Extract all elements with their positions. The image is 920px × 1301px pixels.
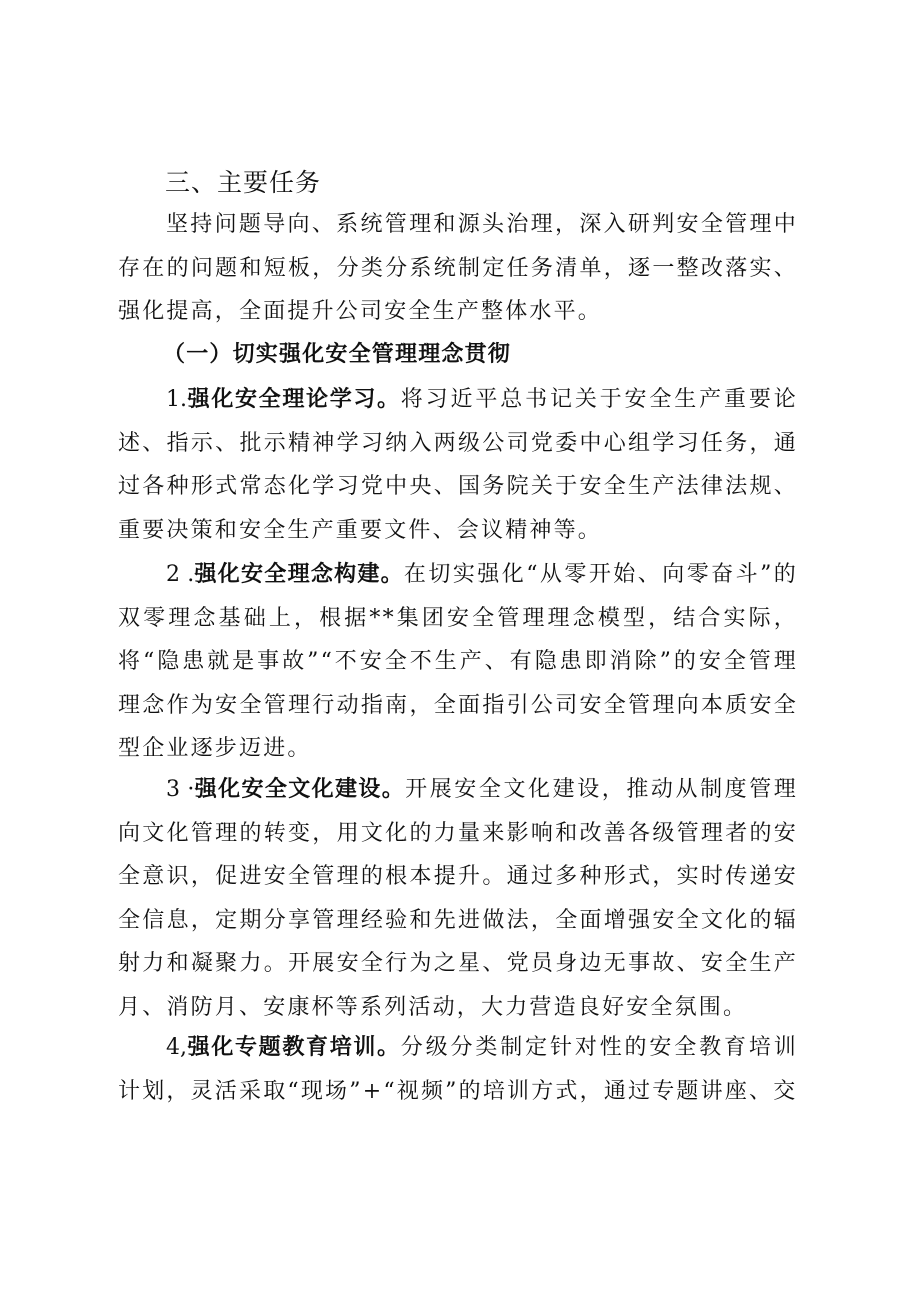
item-1-paragraph xyxy=(118,378,798,552)
item-3-title: 强化安全文化建设。 xyxy=(194,777,406,802)
item-1-body: 将习近平总书记关于安全生产重要论述、指示、批示精神学习纳入两级公司党委中心组学习任务，通过各种形式常态化学习党中央、国务院关于安全生产法律法规、重要决策和安全生产重要文件、会议精神等。 xyxy=(118,387,798,543)
item-4-number: 4, xyxy=(166,1035,187,1060)
item-3-body: 开展安全文化建设，推动从制度管理向文化管理的转变，用文化的力量来影响和改善各级管理者的安全意识，促进安全管理的根本提升。通过多种形式，实时传递安全信息，定期分享管理经验和先进做法，全面增强安全文化的辐射力和凝聚力。开展安全行为之星、党员身边无事故、安全生产月、消防月、安康杯等系列活动，大力营造良好安全氛围。 xyxy=(118,777,799,1020)
section-intro-paragraph: 坚持问题导向、系统管理和源头治理，深入研判安全管理中存在的问题和短板，分类分系统制定任务清单，逐一整改落实、强化提高，全面提升公司安全生产整体水平。 xyxy=(118,212,798,324)
item-2-title: 强化安全理念构建。 xyxy=(194,562,404,587)
subsection-heading: （一）切实强化安全管理理念贯彻 xyxy=(163,342,512,367)
item-4-title: 强化专题教育培训。 xyxy=(187,1035,401,1060)
item-2-body: 在切实强化“从零开始、向零奋斗”的双零理念基础上，根据**集团安全管理理念模型，结合实际，将“隐患就是事故”“不安全不生产、有隐患即消除”的安全管理理念作为安全管理行动指南，全面指引公司安全管理向本质安全型企业逐步迈进。 xyxy=(118,562,798,761)
item-1-title: 强化安全理论学习。 xyxy=(187,387,401,412)
item-4-paragraph xyxy=(118,1026,798,1113)
item-4-body: 分级分类制定针对性的安全教育培训计划，灵活采取“现场”+“视频”的培训方式，通过专题讲座、交 xyxy=(118,1035,798,1104)
item-1-number: 1. xyxy=(166,387,187,412)
item-2-paragraph xyxy=(118,553,798,771)
item-3-paragraph xyxy=(118,768,798,1029)
item-3-number: 3 · xyxy=(166,777,195,802)
item-2-number: 2 . xyxy=(166,562,195,587)
section-heading: 三、主要任务 xyxy=(165,168,322,197)
